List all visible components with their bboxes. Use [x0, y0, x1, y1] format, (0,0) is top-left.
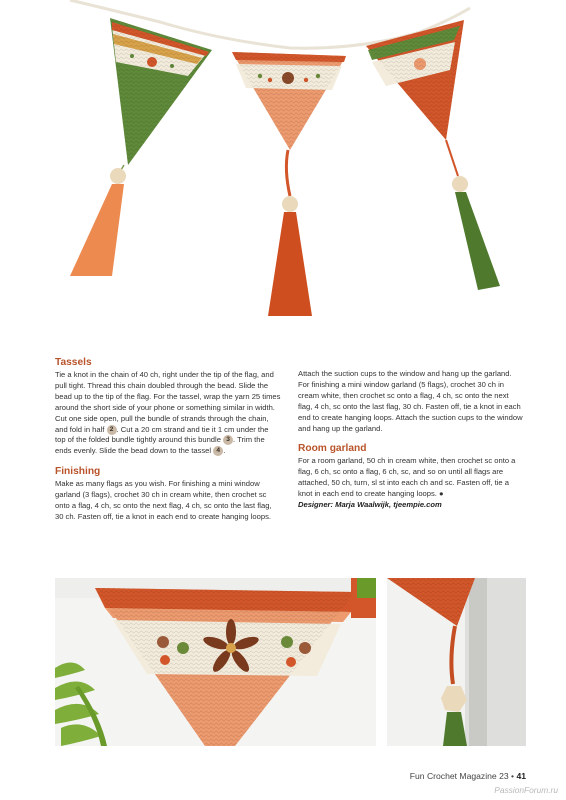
- photo-flag-closeup: [55, 578, 376, 746]
- step-marker-4: 4: [213, 446, 223, 456]
- end-bullet: ●: [439, 489, 444, 499]
- finishing-body: Make as many flags as you wish. For finishing a mini window garland (3 flags), crochet 30 ch in cream white, then crochet sc onto a flag, 4 ch, sc onto the next flag, 4 ch, sc onto the last flag, 30 ch. Fasten off, tie a knot in each end to create hanging loops.: [55, 479, 272, 521]
- section-tassels: [55, 356, 281, 457]
- watermark: PassionForum.ru: [494, 785, 558, 795]
- flag-green: [110, 18, 212, 165]
- bead-icon: [282, 196, 298, 212]
- bead-icon: [110, 168, 126, 184]
- tassel-rust: [268, 212, 312, 316]
- section-room-garland: [298, 442, 524, 511]
- hero-garland-illustration: [0, 0, 566, 330]
- room-garland-body: For a room garland, 50 ch in cream white, then crochet sc onto a flag, 6 ch, sc onto a flag, 6 ch, sc, and so on until all flags are attached, 50 ch, turn, sl st into each ch and sc. Fasten off, tie a knot in each end to create hanging loops. ●: [298, 456, 516, 499]
- designer-credit: Designer: Marja Waalwijk, tjeempie.com: [298, 500, 442, 510]
- text-column-right: [298, 369, 524, 511]
- tassel-green: [455, 192, 500, 290]
- flag-peach: [232, 52, 346, 150]
- heading-finishing: Finishing: [55, 466, 101, 478]
- step-marker-2: 2: [107, 425, 117, 435]
- text-column-left: [55, 356, 281, 523]
- page-number: 41: [516, 771, 526, 781]
- tassel-peach: [70, 184, 124, 276]
- magazine-title: Fun Crochet Magazine 23: [409, 771, 509, 781]
- heading-tassels: Tassels: [55, 357, 92, 368]
- footer-separator: •: [511, 771, 515, 781]
- bead-icon: [452, 176, 468, 192]
- window-body: Attach the suction cups to the window and hang up the garland. For finishing a mini window garland (5 flags), crochet 30 ch in cream white, then crochet sc onto a flag, 4 ch, sc onto the next flag, 4 ch, sc onto the last flag, 30 ch. Fasten off, tie a knot in each end to create hanging loops. Attach the suction cups to the window and hang up the garland.: [298, 369, 523, 433]
- flag-rust: [366, 20, 464, 140]
- photo-window-hanging: [387, 578, 526, 746]
- section-finishing: [55, 465, 281, 523]
- heading-room-garland: Room garland: [298, 443, 367, 455]
- tassels-body: Tie a knot in the chain of 40 ch, right under the tip of the flag, and pull tight. Thread this chain doubled through the bead. Slide the bead up to the tip of the flag. For the tassel, wrap the yarn 25 times around the short side of your phone or something similar in width. Cut one side open, pull the bundle of strands through the chain, and fold in half 2 . Cut a 20 cm strand and tie it 1 cm under the top of the folded bundle tightly around this bundle 3 . Trim the ends evenly. Slide the bead down to the tassel 4 .: [55, 370, 281, 456]
- page-footer: [410, 771, 526, 781]
- step-marker-3: 3: [223, 435, 233, 445]
